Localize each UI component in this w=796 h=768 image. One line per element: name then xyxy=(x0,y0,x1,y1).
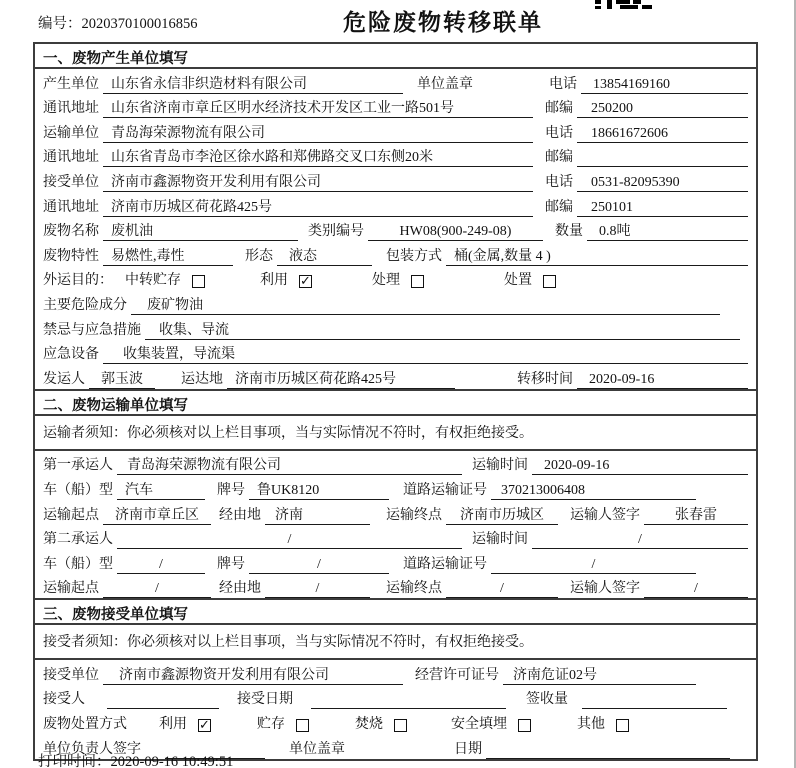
receiver-address-label: 通讯地址 xyxy=(43,199,99,215)
form-state-label: 形态 xyxy=(245,248,273,264)
row-transfer-purpose xyxy=(35,266,756,291)
receiving-unit-value: 济南市鑫源物资开发利用有限公司 xyxy=(103,666,403,685)
row-receiver-unit xyxy=(35,167,756,192)
origin-2-label: 运输起点 xyxy=(43,581,99,597)
receiver-notice: 接受者须知：你必须核对以上栏目事项，当与实际情况不符时，有权拒绝接受。 xyxy=(35,625,756,660)
destination-label: 运达地 xyxy=(181,371,223,387)
row-second-carrier xyxy=(35,525,756,550)
row-receiver-person xyxy=(35,685,756,710)
road-permit-2-value: / xyxy=(491,555,696,574)
receiver-phone-label: 电话 xyxy=(545,174,573,190)
disposal-incineration-label: 焚烧 xyxy=(355,717,383,733)
road-permit-2-label: 道路运输证号 xyxy=(403,556,487,572)
first-carrier-label: 第一承运人 xyxy=(43,458,113,474)
disposal-incineration-checkbox xyxy=(394,719,407,732)
receiver-postcode-value: 250101 xyxy=(577,198,748,217)
plate-number-1-label: 牌号 xyxy=(217,482,245,498)
purpose-treatment-checkbox xyxy=(411,275,424,288)
destination-value: 济南市历城区荷花路425号 xyxy=(227,370,455,389)
main-hazardous-component-value: 废矿物油 xyxy=(131,296,720,315)
purpose-utilize-label: 利用 xyxy=(260,273,288,289)
row-route-1 xyxy=(35,500,756,525)
packaging-value: 桶(金属,数量 4 ) xyxy=(446,247,748,266)
row-vehicle-1 xyxy=(35,475,756,500)
consignor-value: 郭玉波 xyxy=(89,370,155,389)
transporter-unit-value: 青岛海荣源物流有限公司 xyxy=(103,124,533,143)
producer-postcode-value: 250200 xyxy=(577,99,748,118)
purpose-disposal-label: 处置 xyxy=(504,273,532,289)
receiver-postcode-label: 邮编 xyxy=(545,199,573,215)
transport-date-2-value: / xyxy=(532,530,748,549)
transporter-signature-1-label: 运输人签字 xyxy=(570,507,640,523)
category-code-value: HW08(900-249-08) xyxy=(368,222,543,241)
disposal-storage-checkbox xyxy=(296,719,309,732)
packaging-label: 包装方式 xyxy=(386,248,442,264)
disposal-method-label: 废物处置方式 xyxy=(43,717,127,733)
unit-seal-label: 单位盖章 xyxy=(289,741,345,757)
waste-name-value: 废机油 xyxy=(103,222,298,241)
transporter-signature-2-value: / xyxy=(644,579,748,598)
waste-name-label: 废物名称 xyxy=(43,224,99,240)
producer-postcode-label: 邮编 xyxy=(545,101,573,117)
row-receiver-address xyxy=(35,192,756,217)
via-2-label: 经由地 xyxy=(219,581,261,597)
transporter-phone-value: 18661672606 xyxy=(577,124,748,143)
endpoint-2-label: 运输终点 xyxy=(386,581,442,597)
row-contraindications xyxy=(35,315,756,340)
manifest-table xyxy=(33,42,758,761)
road-permit-1-label: 道路运输证号 xyxy=(403,482,487,498)
plate-number-1-value: 鲁UK8120 xyxy=(249,481,389,500)
received-quantity-label: 签收量 xyxy=(526,692,568,708)
disposal-landfill-checkbox xyxy=(518,719,531,732)
print-time-value: 2020-09-16 10:49:51 xyxy=(110,754,234,768)
row-first-carrier xyxy=(35,451,756,476)
second-carrier-label: 第二承运人 xyxy=(43,532,113,548)
disposal-option-storage xyxy=(257,715,309,734)
endpoint-2-value: / xyxy=(446,579,558,598)
quantity-value: 0.8吨 xyxy=(587,222,748,241)
waste-characteristics-label: 废物特性 xyxy=(43,248,99,264)
endpoint-1-label: 运输终点 xyxy=(386,507,442,523)
responsible-signature-label: 单位负责人签字 xyxy=(43,741,141,757)
plate-number-2-label: 牌号 xyxy=(217,556,245,572)
company-seal-label: 单位盖章 xyxy=(417,76,473,92)
date-value xyxy=(486,740,730,759)
transporter-address-value: 山东省青岛市李沧区徐水路和郑佛路交叉口东侧20米 xyxy=(103,148,533,167)
vehicle-type-1-value: 汽车 xyxy=(117,481,205,500)
purpose-treatment-label: 处理 xyxy=(372,273,400,289)
purpose-option-treatment xyxy=(372,271,424,290)
purpose-option-transfer-storage xyxy=(125,271,205,290)
vehicle-type-2-label: 车（船）型 xyxy=(43,556,113,572)
emergency-equipment-label: 应急设备 xyxy=(43,347,99,363)
operating-permit-label: 经营许可证号 xyxy=(415,667,499,683)
date-label: 日期 xyxy=(454,741,482,757)
purpose-disposal-checkbox xyxy=(543,275,556,288)
receiver-phone-value: 0531-82095390 xyxy=(577,173,748,192)
origin-1-value: 济南市章丘区 xyxy=(103,506,211,525)
transporter-notice: 运输者须知：你必须核对以上栏目事项，当与实际情况不符时，有权拒绝接受。 xyxy=(35,416,756,451)
producer-phone-value: 13854169160 xyxy=(581,75,748,94)
receiver-unit-label: 接受单位 xyxy=(43,174,99,190)
received-quantity-value xyxy=(582,690,727,709)
serial-label: 编号： xyxy=(38,16,82,32)
transporter-postcode-label: 邮编 xyxy=(545,150,573,166)
doc-title: 危险废物转移联单 xyxy=(343,9,543,35)
purpose-option-disposal xyxy=(504,271,556,290)
vehicle-type-1-label: 车（船）型 xyxy=(43,482,113,498)
serial-value: 2020370100016856 xyxy=(81,16,198,32)
road-permit-1-value: 370213006408 xyxy=(491,481,696,500)
producer-address-label: 通讯地址 xyxy=(43,101,99,117)
consignor-label: 发运人 xyxy=(43,371,85,387)
transporter-signature-2-label: 运输人签字 xyxy=(570,581,640,597)
section2-header: 二、废物运输单位填写 xyxy=(35,389,756,416)
row-receiving-unit xyxy=(35,660,756,685)
disposal-utilize-label: 利用 xyxy=(159,717,187,733)
row-waste-name xyxy=(35,217,756,242)
disposal-option-utilize xyxy=(159,715,211,734)
vehicle-type-2-value: / xyxy=(117,555,205,574)
row-producer-unit xyxy=(35,69,756,94)
purpose-transfer-storage-checkbox xyxy=(192,275,205,288)
section1-header: 一、废物产生单位填写 xyxy=(35,44,756,69)
via-1-value: 济南 xyxy=(265,506,370,525)
purpose-utilize-checkbox xyxy=(299,275,312,288)
disposal-storage-label: 贮存 xyxy=(257,717,285,733)
transporter-phone-label: 电话 xyxy=(545,125,573,141)
waste-characteristics-value: 易燃性,毒性 xyxy=(103,247,233,266)
transporter-postcode-value xyxy=(577,148,748,167)
receiver-person-value xyxy=(107,690,219,709)
transporter-unit-label: 运输单位 xyxy=(43,125,99,141)
first-carrier-value: 青岛海荣源物流有限公司 xyxy=(117,456,462,475)
category-code-label: 类别编号 xyxy=(308,224,364,240)
transport-date-2-label: 运输时间 xyxy=(472,532,528,548)
plate-number-2-value: / xyxy=(249,555,389,574)
purpose-transfer-storage-label: 中转贮存 xyxy=(125,273,181,289)
row-transporter-address xyxy=(35,143,756,168)
contraindications-label: 禁忌与应急措施 xyxy=(43,322,141,338)
disposal-option-incineration xyxy=(355,715,407,734)
print-time xyxy=(38,750,233,768)
disposal-utilize-checkbox xyxy=(198,719,211,732)
disposal-landfill-label: 安全填埋 xyxy=(451,717,507,733)
receiver-unit-value: 济南市鑫源物资开发利用有限公司 xyxy=(103,173,533,192)
receiving-unit-label: 接受单位 xyxy=(43,667,99,683)
form-state-value: 液态 xyxy=(277,247,372,266)
emergency-equipment-value: 收集装置，导流渠 xyxy=(103,345,748,364)
receive-date-value xyxy=(311,690,506,709)
section3-header: 三、废物接受单位填写 xyxy=(35,598,756,625)
receiver-person-label: 接受人 xyxy=(43,692,85,708)
quantity-label: 数量 xyxy=(555,224,583,240)
transfer-date-label: 转移时间 xyxy=(517,371,573,387)
origin-1-label: 运输起点 xyxy=(43,507,99,523)
row-disposal-method xyxy=(35,709,756,734)
disposal-option-other xyxy=(577,715,629,734)
transport-date-1-value: 2020-09-16 xyxy=(532,456,748,475)
receive-date-label: 接受日期 xyxy=(237,692,293,708)
row-producer-address xyxy=(35,94,756,119)
row-route-2 xyxy=(35,574,756,599)
transfer-purpose-label: 外运目的： xyxy=(43,273,113,289)
contraindications-value: 收集、导流 xyxy=(145,321,740,340)
second-carrier-value: / xyxy=(117,530,462,549)
operating-permit-value: 济南危证02号 xyxy=(503,666,696,685)
transfer-date-value: 2020-09-16 xyxy=(577,370,748,389)
producer-unit-value: 山东省永信非织造材料有限公司 xyxy=(103,75,403,94)
producer-unit-label: 产生单位 xyxy=(43,76,99,92)
producer-phone-label: 电话 xyxy=(549,76,577,92)
purpose-option-utilize xyxy=(260,271,312,290)
row-main-hazardous-component xyxy=(35,290,756,315)
via-1-label: 经由地 xyxy=(219,507,261,523)
row-waste-characteristics xyxy=(35,241,756,266)
producer-address-value: 山东省济南市章丘区明水经济技术开发区工业一路501号 xyxy=(103,99,533,118)
origin-2-value: / xyxy=(103,579,211,598)
transporter-address-label: 通讯地址 xyxy=(43,150,99,166)
main-hazardous-component-label: 主要危险成分 xyxy=(43,297,127,313)
disposal-other-checkbox xyxy=(616,719,629,732)
transport-date-1-label: 运输时间 xyxy=(472,458,528,474)
endpoint-1-value: 济南市历城区 xyxy=(446,506,558,525)
row-emergency-equipment xyxy=(35,340,756,365)
receiver-address-value: 济南市历城区荷花路425号 xyxy=(103,198,533,217)
disposal-option-landfill xyxy=(451,715,531,734)
row-transporter-unit xyxy=(35,118,756,143)
transporter-signature-1-value: 张春雷 xyxy=(644,506,748,525)
via-2-value: / xyxy=(265,579,370,598)
row-consignor xyxy=(35,364,756,389)
disposal-other-label: 其他 xyxy=(577,717,605,733)
print-time-label: 打印时间： xyxy=(38,754,111,768)
row-vehicle-2 xyxy=(35,549,756,574)
